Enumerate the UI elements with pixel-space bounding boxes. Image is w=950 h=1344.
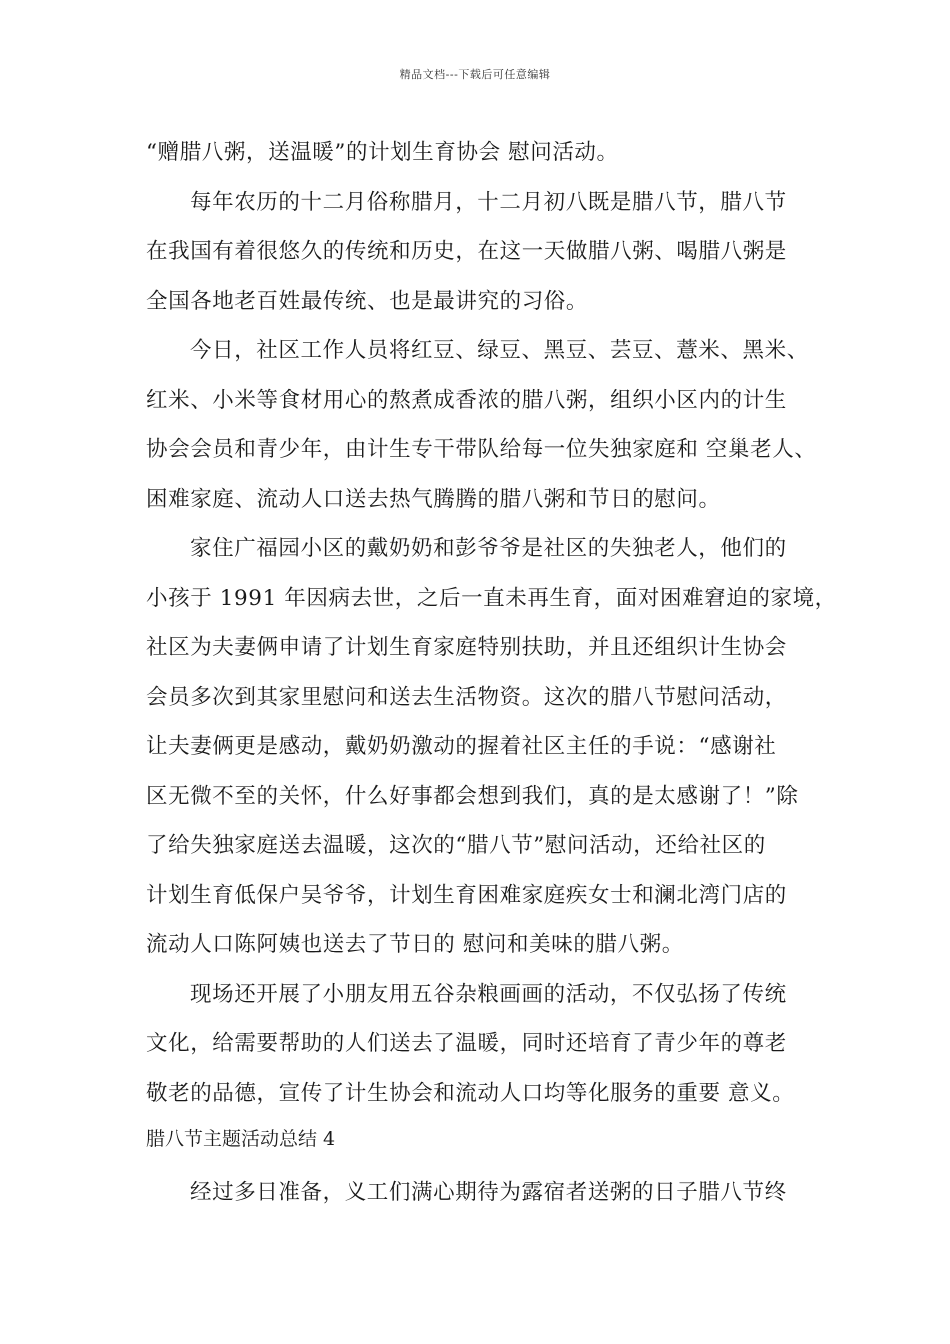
document-body — [146, 128, 837, 1218]
text-line: 小孩于 1991 年因病去世，之后一直未再生育，面对困难窘迫的家境， — [146, 585, 837, 611]
paragraph-start-line: 每年农历的十二月俗称腊月，十二月初八既是腊八节，腊八节 — [190, 189, 787, 215]
text-line: 流动人口陈阿姨也送去了节日的 慰问和美味的腊八粥。 — [146, 932, 684, 957]
text-line: 社区为夫妻俩申请了计划生育家庭特别扶助，并且还组织计生协会 — [146, 635, 787, 660]
text-line: 全国各地老百姓最传统、也是最讲究的习俗。 — [146, 288, 589, 314]
text-line: 红米、小米等食材用心的熬煮成香浓的腊八粥，组织小区内的计生 — [146, 387, 787, 413]
text-line: 困难家庭、流动人口送去热气腾腾的腊八粥和节日的慰问。 — [146, 486, 721, 512]
text-line: 文化，给需要帮助的人们送去了温暖，同时还培育了青少年的尊老 — [146, 1031, 787, 1056]
text-line: 计划生育低保户吴爷爷，计划生育困难家庭疾女士和澜北湾门店的 — [146, 882, 787, 908]
text-line: 区无微不至的关怀，什么好事都会想到我们，真的是太感谢了！”除 — [146, 783, 799, 809]
paragraph-start-line: 家住广福园小区的戴奶奶和彭爷爷是社区的失独老人，他们的 — [190, 536, 787, 561]
text-line: 敬老的品德，宣传了计生协会和流动人口均等化服务的重要 意义。 — [146, 1080, 795, 1106]
text-line: 会员多次到其家里慰问和送去生活物资。这次的腊八节慰问活动， — [146, 684, 787, 710]
paragraph-start-line: 经过多日准备，义工们满心期待为露宿者送粥的日子腊八节终 — [190, 1180, 787, 1205]
text-line: “赠腊八粥，送温暖”的计划生育协会 慰问活动。 — [146, 140, 619, 165]
text-line: 了给失独家庭送去温暖，这次的“腊八节”慰问活动，还给社区的 — [146, 833, 766, 858]
text-line: 在我国有着很悠久的传统和历史，在这一天做腊八粥、喝腊八粥是 — [146, 239, 787, 264]
paragraph-start-line: 现场还开展了小朋友用五谷杂粮画画的活动，不仅弘扬了传统 — [190, 981, 787, 1007]
page-header: 精品文档---下载后可任意编辑 — [399, 68, 551, 81]
text-line: 协会会员和青少年，由计生专干带队给每一位失独家庭和 空巢老人、 — [146, 437, 817, 462]
paragraph-start-line: 今日，社区工作人员将红豆、绿豆、黑豆、芸豆、薏米、黑米、 — [190, 338, 809, 363]
section-heading: 腊八节主题活动总结 4 — [146, 1128, 336, 1150]
text-line: 让夫妻俩更是感动，戴奶奶激动的握着社区主任的手说：“感谢社 — [146, 734, 777, 759]
